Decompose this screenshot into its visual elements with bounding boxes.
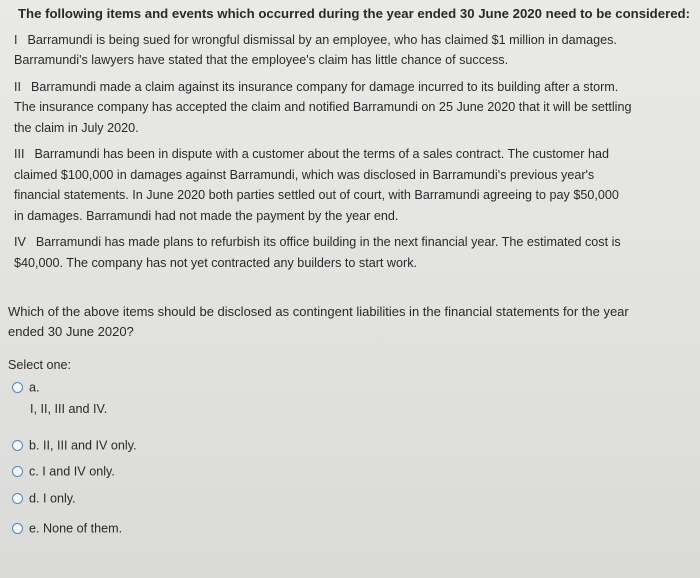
item-3-text-1: Barramundi has been in dispute with a customer about the terms of a sales contract. The customer had <box>34 147 609 161</box>
item-4 <box>14 232 700 273</box>
item-4-line-1 <box>14 232 700 253</box>
item-3-line-3: financial statements. In June 2020 both parties settled out of court, with Barramundi agreeing to pay $50,000 <box>14 188 619 202</box>
prompt-line-1: Which of the above items should be disclosed as contingent liabilities in the financial statements for the year <box>8 304 629 319</box>
item-1-line-2: Barramundi's lawyers have stated that the employee's claim has little chance of success. <box>14 53 509 67</box>
item-4-line-2: $40,000. The company has not yet contracted any builders to start work. <box>14 255 417 270</box>
option-e[interactable] <box>12 521 122 536</box>
item-4-numeral: IV <box>14 235 26 249</box>
item-2-numeral: II <box>14 79 21 94</box>
option-c-label: c. I and IV only. <box>29 464 115 479</box>
question-stem <box>14 4 700 279</box>
option-b-label: b. II, III and IV only. <box>29 438 137 453</box>
item-1-line-1 <box>14 30 700 51</box>
option-b[interactable] <box>12 438 137 453</box>
option-a-label: a. <box>29 380 40 395</box>
item-3-line-1 <box>14 144 700 165</box>
item-2-text-1: Barramundi made a claim against its insurance company for damage incurred to its building after a storm. <box>31 79 619 94</box>
question-intro: The following items and events which occurred during the year ended 30 June 2020 need to be considered: <box>18 6 690 21</box>
radio-c[interactable] <box>12 466 23 477</box>
prompt-line-2: ended 30 June 2020? <box>8 324 134 339</box>
option-d[interactable] <box>12 491 76 506</box>
item-2-line-3: the claim in July 2020. <box>14 120 139 135</box>
radio-a[interactable] <box>12 382 23 393</box>
item-4-text-1: Barramundi has made plans to refurbish its office building in the next financial year. The estimated cost is <box>35 235 621 249</box>
radio-d[interactable] <box>12 493 23 504</box>
item-2-line-1 <box>14 77 700 98</box>
option-a-detail: I, II, III and IV. <box>30 402 108 416</box>
radio-b[interactable] <box>12 440 23 451</box>
option-d-label: d. I only. <box>29 491 76 506</box>
option-e-label: e. None of them. <box>29 521 123 536</box>
question-prompt <box>8 302 698 342</box>
item-2-line-2: The insurance company has accepted the claim and notified Barramundi on 25 June 2020 that it will be settling <box>14 100 632 114</box>
item-3-numeral: III <box>14 147 25 161</box>
select-one-label: Select one: <box>8 358 72 372</box>
item-1 <box>14 30 700 71</box>
item-2 <box>14 77 700 139</box>
item-1-numeral: I <box>14 32 18 47</box>
option-a[interactable] <box>12 380 108 416</box>
item-3-line-2: claimed $100,000 in damages against Barramundi, which was disclosed in Barramundi's previous year's <box>14 167 595 182</box>
item-3-line-4: in damages. Barramundi had not made the payment by the year end. <box>14 208 399 223</box>
item-1-text-1: Barramundi is being sued for wrongful dismissal by an employee, who has claimed $1 million in damages. <box>27 32 617 47</box>
option-c[interactable] <box>12 464 115 479</box>
item-3 <box>14 144 700 226</box>
radio-e[interactable] <box>12 523 23 534</box>
